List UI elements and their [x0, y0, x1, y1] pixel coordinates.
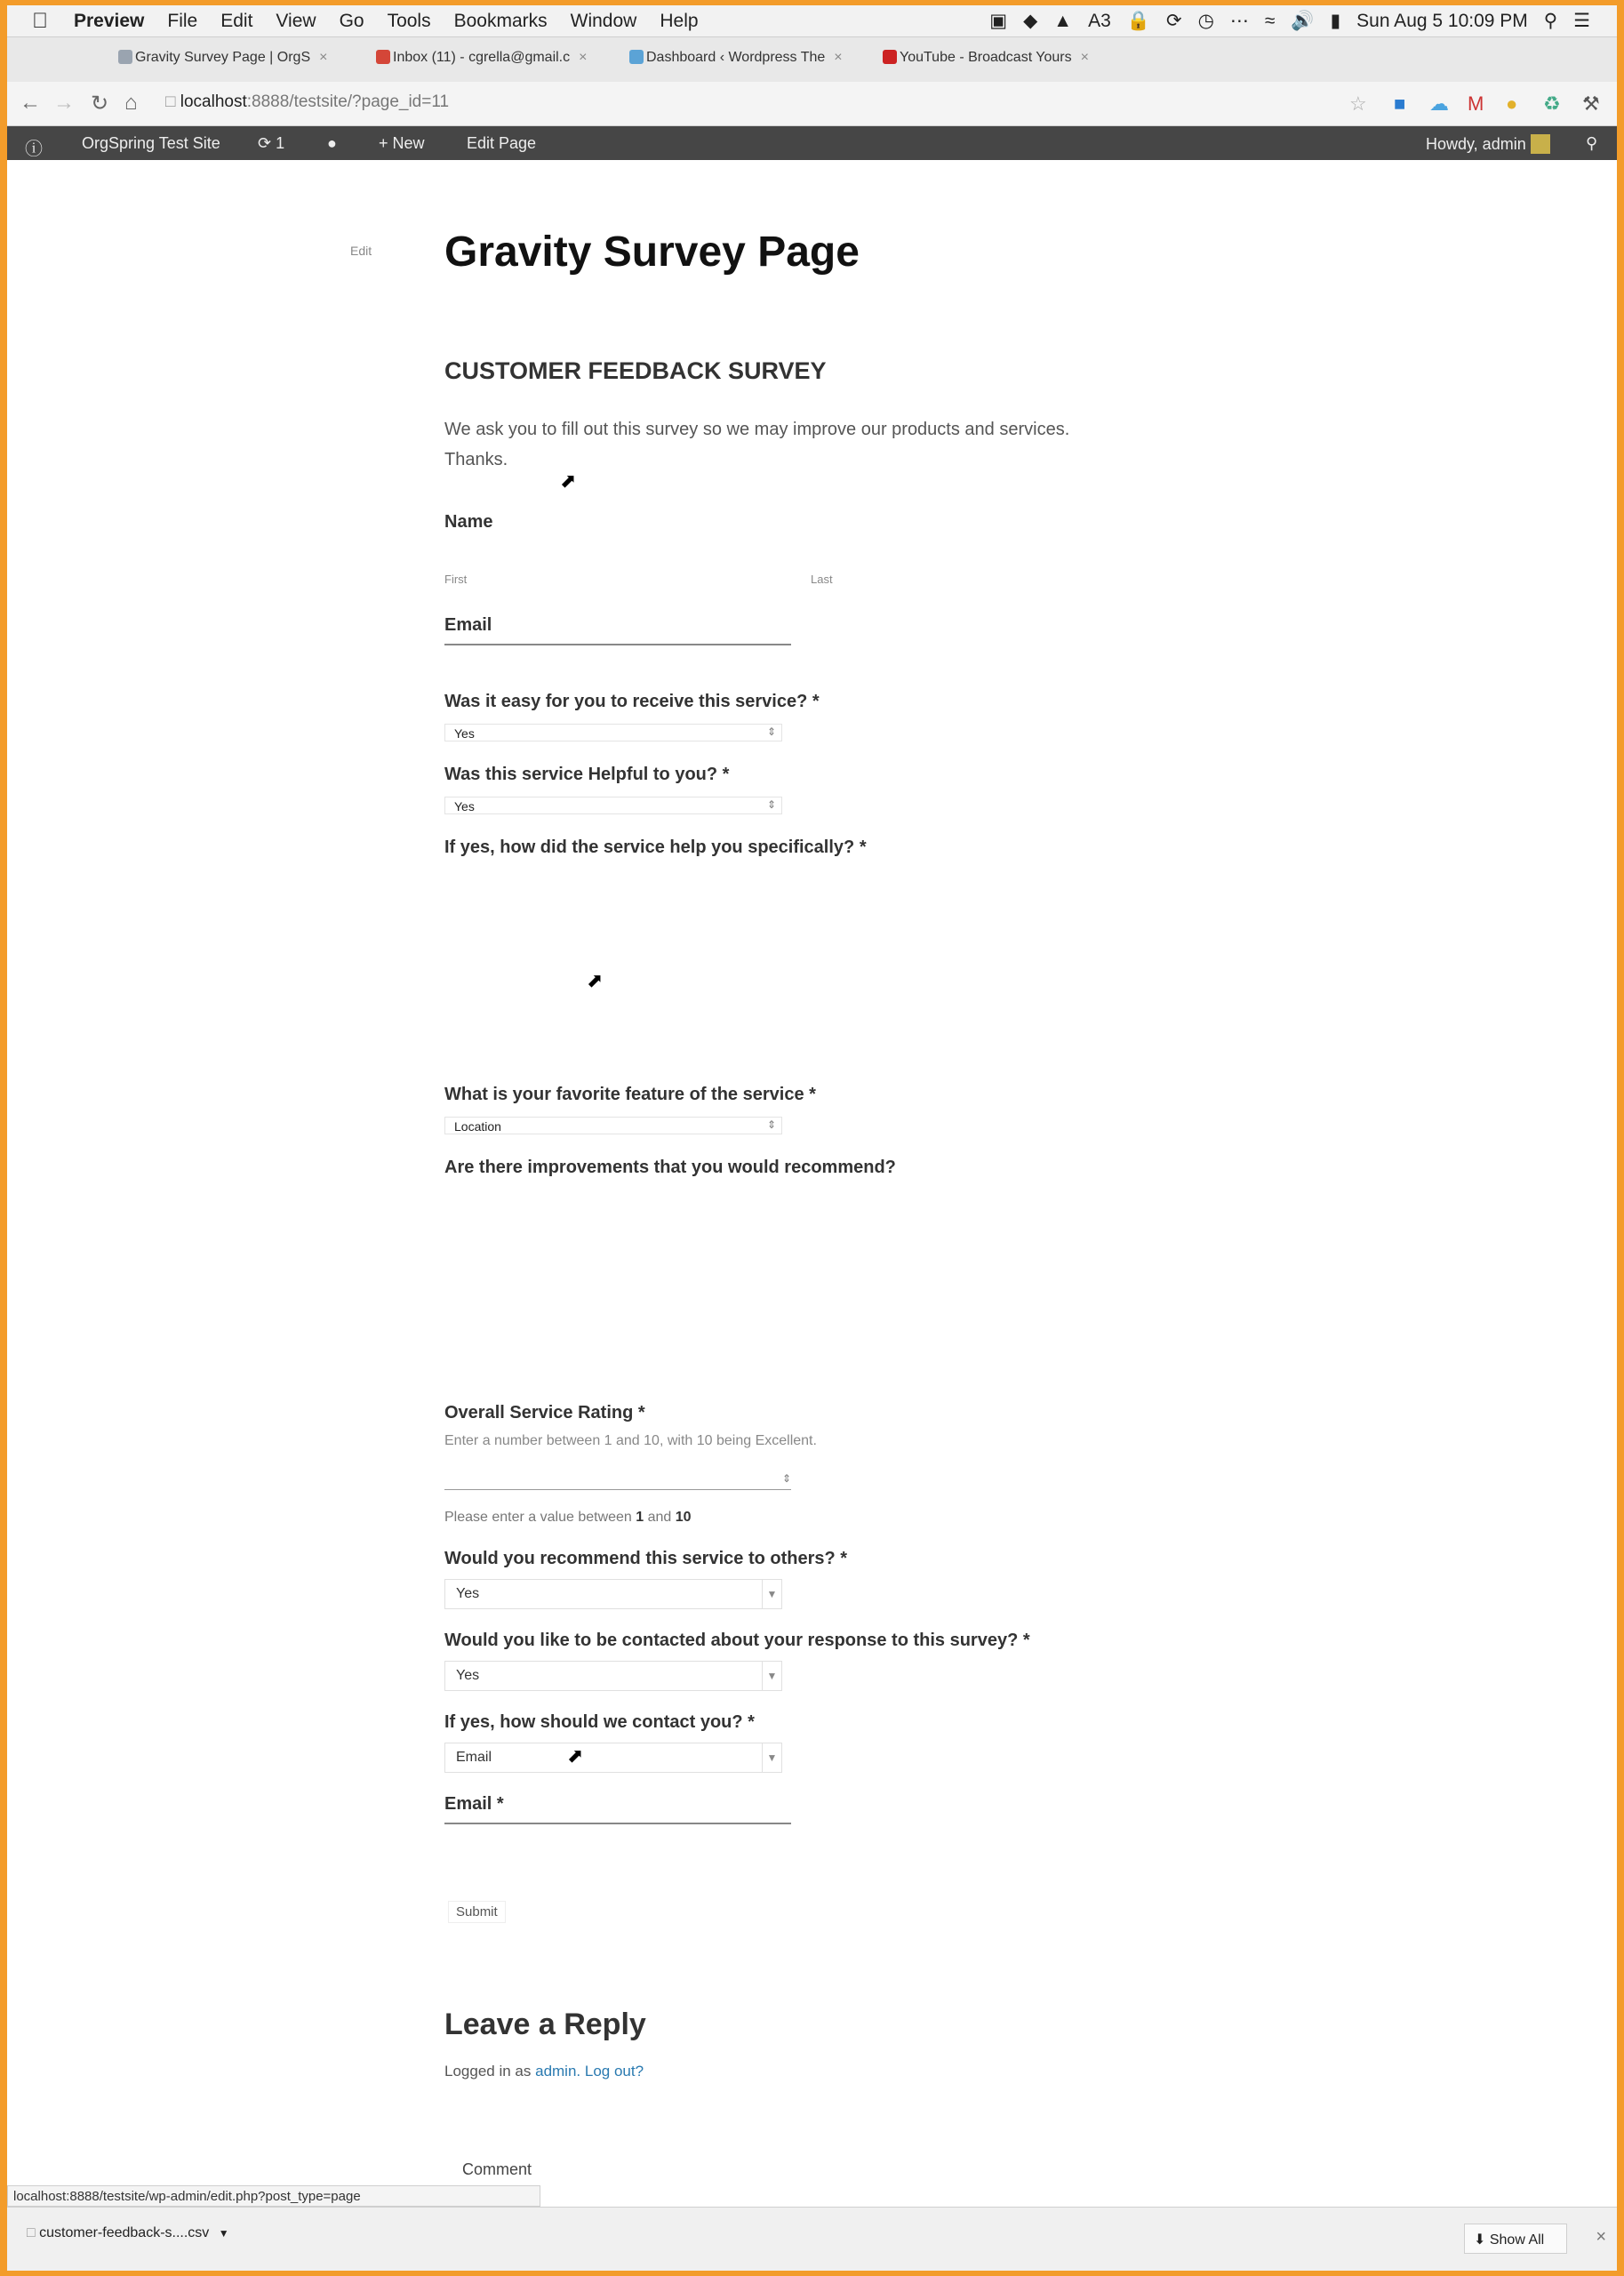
- menu-window[interactable]: Window: [570, 11, 637, 31]
- submit-button[interactable]: Submit: [448, 1901, 506, 1923]
- back-icon[interactable]: ←: [20, 91, 41, 115]
- screen: [7, 5, 1617, 2271]
- menu-tools[interactable]: Tools: [387, 11, 431, 31]
- q-improve-label: Are there improvements that you would recommend?: [444, 1158, 896, 1177]
- q-contacted-select[interactable]: Yes ▼: [444, 1661, 782, 1691]
- avatar: [1531, 134, 1550, 154]
- admin-search-icon[interactable]: ⚲: [1586, 134, 1598, 152]
- browser-toolbar: [7, 82, 1617, 126]
- form-title: CUSTOMER FEEDBACK SURVEY: [444, 357, 827, 384]
- mouse-cursor-icon: ⬈: [587, 969, 604, 991]
- q-feature-label: What is your favorite feature of the service *: [444, 1085, 816, 1104]
- howdy-account[interactable]: [1426, 134, 1550, 154]
- edit-post-link[interactable]: Edit: [350, 244, 372, 258]
- admin-site-name[interactable]: OrgSpring Test Site: [82, 134, 220, 152]
- wordpress-logo-icon[interactable]: ⓘ: [25, 140, 43, 159]
- tab-close-icon[interactable]: ×: [1080, 50, 1089, 65]
- download-arrow-icon: ⬇: [1474, 2232, 1486, 2248]
- q-rating-label: Overall Service Rating *: [444, 1403, 645, 1422]
- select-arrow-icon: ⇕: [766, 725, 776, 738]
- dropdown-arrow-icon: ▼: [762, 1662, 781, 1690]
- q-how-label: If yes, how did the service help you specifically? *: [444, 837, 867, 857]
- edit-page-link[interactable]: Edit Page: [467, 134, 537, 152]
- dashboard-favicon-icon: [629, 50, 644, 64]
- new-content-item[interactable]: [379, 134, 425, 153]
- extension-cloud-icon[interactable]: ☁: [1429, 92, 1449, 115]
- q-recommend-select[interactable]: Yes ▼: [444, 1579, 782, 1609]
- time-machine-icon[interactable]: ◷: [1197, 11, 1214, 31]
- download-item[interactable]: [27, 2225, 229, 2241]
- menu-bookmarks[interactable]: Bookmarks: [453, 11, 548, 31]
- comment-label: Comment: [462, 2160, 532, 2178]
- rating-number-input[interactable]: [444, 1469, 791, 1490]
- show-all-downloads-button[interactable]: ⬇ Show All: [1464, 2224, 1567, 2254]
- notification-list-icon[interactable]: ☰: [1573, 11, 1590, 31]
- browser-tab-strip: [7, 37, 1617, 82]
- menu-view[interactable]: View: [276, 11, 316, 31]
- q-easy-label: Was it easy for you to receive this service? *: [444, 692, 820, 711]
- url-path: :8888/testsite/?page_id=11: [246, 92, 450, 111]
- email-required-label: Email *: [444, 1794, 504, 1814]
- q-helpful-label: Was this service Helpful to you? *: [444, 765, 730, 784]
- clock[interactable]: Sun Aug 5 10:09 PM: [1356, 10, 1528, 31]
- url-host: localhost: [180, 92, 247, 111]
- q-contacted-label: Would you like to be contacted about your response to this survey? *: [444, 1631, 1030, 1650]
- q-helpful-select[interactable]: Yes ⇕: [444, 797, 782, 814]
- last-name-sublabel: Last: [811, 573, 833, 586]
- app-menus: [74, 11, 699, 32]
- status-bar-url: localhost:8888/testsite/wp-admin/edit.php?post_type=page: [7, 2185, 540, 2207]
- gmail-favicon-icon: [376, 50, 390, 64]
- form-intro-thanks: Thanks.: [444, 450, 508, 469]
- mouse-cursor-icon: ⬈: [567, 1744, 584, 1767]
- wp-admin-bar: [7, 126, 1617, 160]
- mouse-cursor-icon: ⬈: [560, 469, 577, 492]
- menu-edit[interactable]: Edit: [220, 11, 253, 31]
- q-contact-how-label: If yes, how should we contact you? *: [444, 1712, 755, 1732]
- wrench-icon[interactable]: ⚒: [1582, 92, 1600, 115]
- home-icon[interactable]: ⌂: [124, 91, 138, 115]
- mac-menu-bar: [7, 5, 1617, 37]
- updates-count: 1: [276, 134, 285, 152]
- q-recommend-label: Would you recommend this service to others? *: [444, 1549, 848, 1568]
- updates-item[interactable]: [258, 134, 284, 153]
- bookmark-star-icon[interactable]: ☆: [1349, 92, 1367, 115]
- spotlight-icon[interactable]: ⚲: [1543, 11, 1558, 31]
- menu-go[interactable]: Go: [339, 11, 364, 31]
- select-arrow-icon: ⇕: [766, 798, 776, 811]
- rating-range-note: Please enter a value between 1 and 10: [444, 1510, 692, 1525]
- forward-icon[interactable]: →: [53, 91, 75, 115]
- email-required-field[interactable]: [444, 1823, 791, 1824]
- logout-link[interactable]: Log out?: [584, 2063, 644, 2080]
- tab-gravity-survey[interactable]: Gravity Survey Page | OrgS ×: [118, 50, 376, 75]
- first-name-sublabel: First: [444, 573, 468, 586]
- more-icon[interactable]: ⋯: [1229, 11, 1249, 31]
- leave-reply-heading: Leave a Reply: [444, 2008, 646, 2041]
- q-improve-textarea[interactable]: [444, 1191, 791, 1342]
- adobe-count: 3: [1100, 10, 1111, 31]
- downloads-bar: [7, 2207, 1617, 2271]
- camera-icon[interactable]: ▣: [989, 11, 1008, 31]
- tab-dashboard[interactable]: Dashboard ‹ Wordpress The ×: [629, 50, 887, 75]
- admin-profile-link[interactable]: admin.: [535, 2063, 581, 2080]
- extension-yellow-icon[interactable]: ●: [1506, 92, 1518, 115]
- volume-icon[interactable]: 🔊: [1291, 10, 1315, 31]
- plus-icon: +: [379, 134, 393, 152]
- new-label: New: [392, 134, 425, 152]
- dropbox-icon[interactable]: ◆: [1023, 11, 1038, 31]
- menu-file[interactable]: File: [167, 11, 198, 31]
- page-icon: □: [165, 92, 176, 111]
- battery-icon[interactable]: ▮: [1330, 11, 1341, 31]
- form-intro: We ask you to fill out this survey so we may improve our products and services.: [444, 420, 1070, 439]
- q-feature-select[interactable]: Location ⇕: [444, 1117, 782, 1134]
- dropdown-arrow-icon: ▼: [762, 1743, 781, 1772]
- downloads-close-icon[interactable]: ×: [1596, 2227, 1606, 2247]
- q-how-textarea[interactable]: [444, 871, 791, 1022]
- sync-icon[interactable]: ⟳: [1165, 11, 1182, 31]
- spinner-icon[interactable]: ⇕: [781, 1472, 791, 1485]
- adobe-icon[interactable]: A3: [1088, 10, 1111, 31]
- logged-in-note: Logged in as admin. Log out?: [444, 2063, 644, 2080]
- q-contact-how-select[interactable]: Email ▼: [444, 1743, 782, 1773]
- menu-help[interactable]: Help: [660, 11, 699, 31]
- rating-hint: Enter a number between 1 and 10, with 10 being Excellent.: [444, 1433, 817, 1448]
- tab-gmail-inbox[interactable]: Inbox (11) - cgrella@gmail.c ×: [376, 50, 625, 75]
- email-label: Email: [444, 615, 492, 635]
- extension-blue-icon[interactable]: ■: [1394, 92, 1406, 115]
- updates-icon: ⟳: [258, 134, 276, 152]
- drive-icon[interactable]: ▲: [1053, 10, 1073, 31]
- email-field[interactable]: [444, 644, 791, 645]
- comments-icon[interactable]: ●: [327, 134, 337, 152]
- lock-icon[interactable]: 🔒: [1126, 10, 1150, 31]
- howdy-label: Howdy, admin: [1426, 135, 1526, 153]
- q-easy-select[interactable]: Yes ⇕: [444, 724, 782, 741]
- wordpress-favicon-icon: [118, 50, 132, 64]
- tab-youtube[interactable]: YouTube - Broadcast Yours ×: [883, 50, 1132, 75]
- gmail-extension-icon[interactable]: M: [1468, 92, 1484, 115]
- select-arrow-icon: ⇕: [766, 1118, 776, 1131]
- youtube-favicon-icon: [883, 50, 897, 64]
- menu-app[interactable]: Preview: [74, 11, 145, 31]
- name-label: Name: [444, 512, 493, 532]
- recycle-icon[interactable]: ♻: [1543, 92, 1561, 115]
- wifi-icon[interactable]: ≈: [1264, 10, 1276, 31]
- file-icon: □: [27, 2225, 36, 2240]
- apple-icon[interactable]: [32, 9, 48, 34]
- download-filename: customer-feedback-s....csv: [39, 2225, 210, 2240]
- tab-close-icon[interactable]: ×: [834, 50, 843, 65]
- page-content: [7, 160, 1617, 2196]
- tab-close-icon[interactable]: ×: [319, 50, 328, 65]
- tab-close-icon[interactable]: ×: [579, 50, 588, 65]
- reload-icon[interactable]: ↻: [91, 92, 109, 116]
- url-bar[interactable]: [165, 92, 449, 112]
- page-title: Gravity Survey Page: [444, 228, 860, 276]
- menu-status-area: [989, 10, 1590, 32]
- dropdown-arrow-icon: ▼: [762, 1580, 781, 1608]
- download-menu-arrow-icon[interactable]: ▼: [218, 2227, 229, 2240]
